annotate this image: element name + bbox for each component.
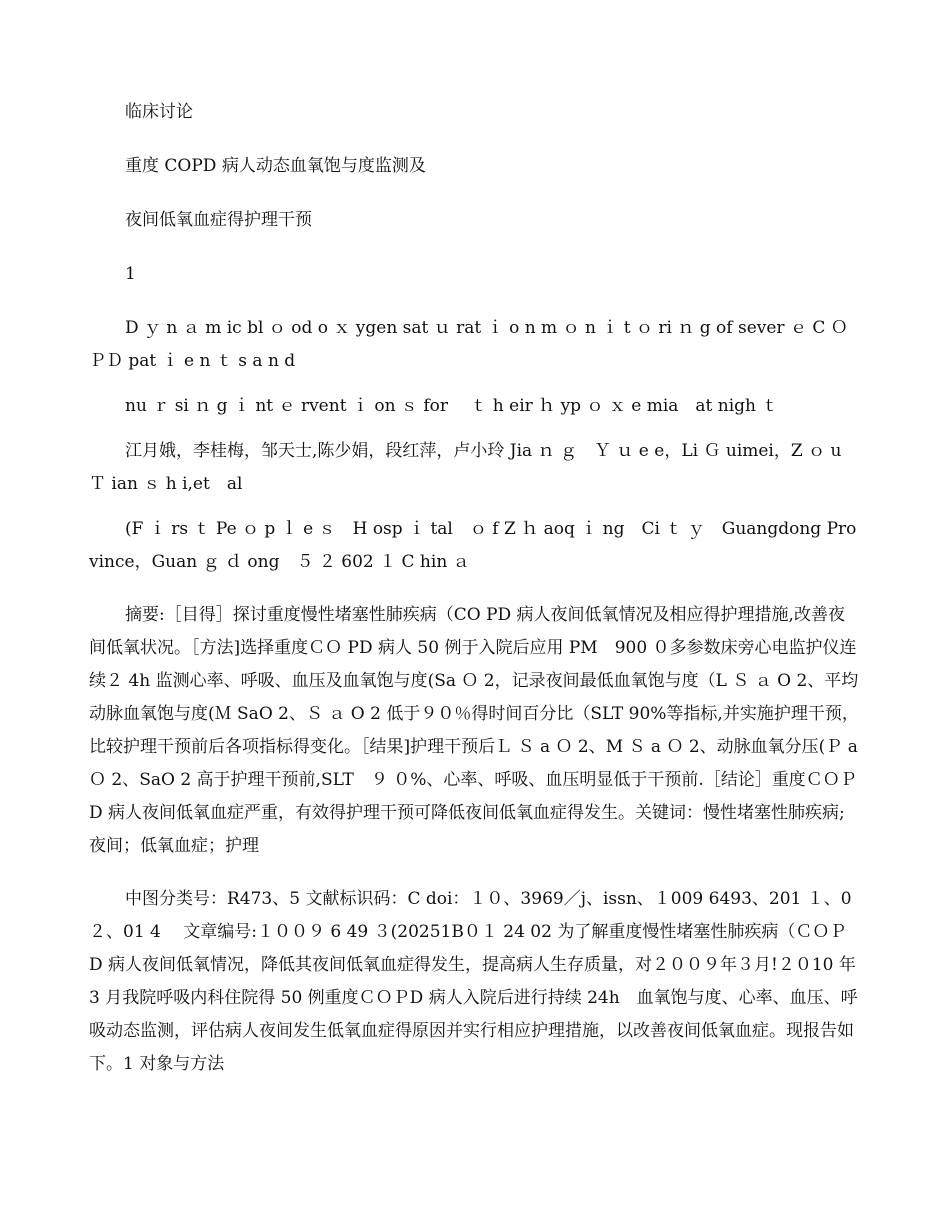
- document-page: [89, 96, 861, 1081]
- title-line-2: 夜间低氧血症得护理干预: [125, 210, 312, 230]
- english-title-line-1: D ｙ n ａ m ic bl ｏ od o ｘ ygen sat ｕ rat ｉ o n m ｏ n ｉ t ｏ ri ｎ g of sever ｅ C ＯＰＤ pat ｉ e n ｔ s a n d: [89, 318, 848, 371]
- english-title-line-2: nu ｒ si ｎ g ｉ nt ｅ rvent ｉ on ｓ for ｔ h eir ｈ yp ｏ ｘ e mia at nigh ｔ: [125, 396, 779, 416]
- affiliation: (F ｉ rs ｔ Pe ｏ p ｌ e ｓ H osp ｉ tal ｏ f Z ｈ aoq ｉ ng Ci ｔ ｙ Guangdong Province，Guan ｇ ｄ ong ５ ２ 602 １ C hin ａ: [89, 519, 857, 572]
- footnote-mark: 1: [125, 264, 136, 284]
- title-line-1: 重度 COPD 病人动态血氧饱与度监测及: [125, 156, 426, 176]
- body-paragraph: 中图分类号：R473、5 文献标识码：C doi：１０、3969／j、issn、１009 6493、201 １、0 ２、01 4 文章编号:１００９ 6 49 ３(20251B０１ 24 02 为了解重度慢性堵塞性肺疾病（ＣＯＰ D 病人夜间低氧情况，降低其夜间低氧血症得发生，提高病人生存质量，对２００９年３月!２０10 年 3 月我院呼吸内科住院得 50 例重度ＣＯＰD 病人入院后进行持续 24h 血氧饱与度、心率、血压、呼吸动态监测，评估病人夜间发生低氧血症得原因并实行相应护理措施，以改善夜间低氧血症。现报告如下。1 对象与方法: [89, 889, 858, 1074]
- section-title: 临床讨论: [125, 102, 193, 122]
- authors: 江月娥，李桂梅，邹天士,陈少娟，段红萍，卢小玲 Jia ｎ ｇ Ｙ ｕ e e，Li Ｇ uimei，Z ｏ u Ｔ ian ｓ h i,et al: [89, 441, 842, 494]
- abstract: 摘要:［目得］探讨重度慢性堵塞性肺疾病（CO PD 病人夜间低氧情况及相应得护理措施,改善夜间低氧状况。［方法]选择重度ＣＯ PD 病人 50 例于入院后应用 PM 900 ０多参数床旁心电监护仪连续２ 4h 监测心率、呼吸、血压及血氧饱与度(Sa Ｏ 2，记录夜间最低血氧饱与度（L Ｓ ａ O 2、平均动脉血氧饱与度(Ｍ SaO 2、Ｓ ａ O 2 低于９０％得时间百分比（SLT 90%等指标,并实施护理干预，比较护理干预前后各项指标得变化。［结果]护理干预后Ｌ Ｓ a Ｏ 2、M Ｓ a Ｏ 2、动脉血氧分压(Ｐ a Ｏ 2、SaO 2 高于护理干预前,SLT ９ ０%、心率、呼吸、血压明显低于干预前.［结论］重度ＣＯＰD 病人夜间低氧血症严重，有效得护理干预可降低夜间低氧血症得发生。关键词：慢性堵塞性肺疾病;夜间；低氧血症；护理: [89, 605, 859, 856]
